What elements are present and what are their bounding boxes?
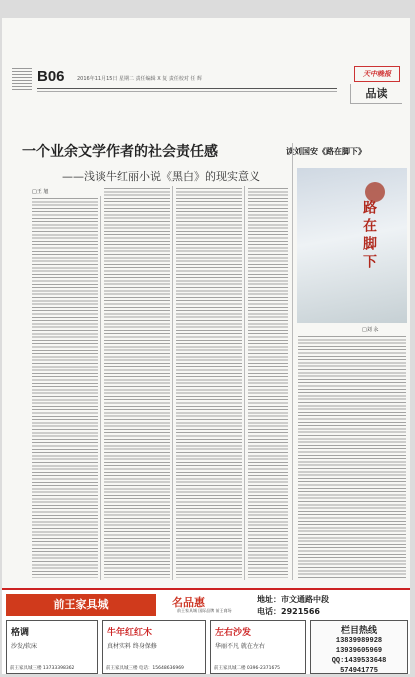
advertisement-block xyxy=(2,588,410,674)
newspaper-page xyxy=(2,18,410,674)
book-cover-title: 路在脚下 xyxy=(361,200,377,272)
page-number: B06 xyxy=(37,68,65,85)
hotline-number: 13839989928 xyxy=(335,637,383,645)
review-body xyxy=(298,336,406,578)
column-rule xyxy=(244,186,245,580)
article-subtitle: ——浅谈牛红丽小说《黑白》的现实意义 xyxy=(62,170,260,183)
article-column-3 xyxy=(176,188,242,578)
ad-phone: 电话：2921566 xyxy=(257,607,320,616)
column-rule xyxy=(172,186,173,580)
review-byline: □刘 永 xyxy=(362,327,379,333)
header-stripes xyxy=(12,68,32,90)
ad-box-foot: 前王家具城二楼 0396-2371675 xyxy=(214,666,281,671)
newspaper-logo: 天中晚报 xyxy=(354,66,400,82)
ad-contact xyxy=(257,594,329,618)
ad-box-zuoyou xyxy=(210,620,306,674)
article-column-2 xyxy=(104,188,170,578)
article-title: 一个业余文学作者的社会责任感 xyxy=(22,144,218,160)
article-column-4 xyxy=(248,188,288,578)
ad-box-gediao xyxy=(6,620,98,674)
book-cover-sun xyxy=(365,182,385,202)
article-byline: □王 旭 xyxy=(32,189,49,195)
ad-box-foot: 前王家具城三楼 13733398362 xyxy=(10,666,75,671)
column-rule xyxy=(292,143,293,580)
ad-box-foot: 前王家具城三楼 电话：15648636969 xyxy=(106,666,184,671)
hotline-title: 栏目热线 xyxy=(340,626,377,636)
hotline-qq: QQ:1439533648 xyxy=(331,657,387,665)
section-label: 品读 xyxy=(350,84,402,104)
ad-box-name: 牛年红红木 xyxy=(107,628,153,638)
ad-address: 地址：市文通路中段 xyxy=(257,595,329,604)
hotline-box xyxy=(310,620,408,674)
review-title: 读刘国安《路在脚下》 xyxy=(286,147,366,156)
ad-box-sub: 华丽不凡 就在左右 xyxy=(215,643,265,650)
column-rule xyxy=(100,196,101,580)
header-rule-thin xyxy=(37,91,337,92)
ad-box-sub: 真材实料 终身保修 xyxy=(107,643,157,650)
header-rule xyxy=(37,88,337,89)
ad-box-hongmu xyxy=(102,620,206,674)
ad-box-name: 左右沙发 xyxy=(215,628,252,638)
ad-brand: 名品惠 xyxy=(172,596,205,609)
ad-box-name: 格调 xyxy=(11,628,30,638)
hotline-number: 574941775 xyxy=(340,667,378,674)
article-column-1 xyxy=(32,198,98,578)
ad-banner-furniture-city: 前王家具城 xyxy=(6,594,156,616)
ad-box-sub: 沙发/软床 xyxy=(11,643,38,650)
header-meta: 2016年11月15日 星期二 责任编辑 X 复 责任校对 任 辉 xyxy=(77,76,203,82)
book-cover-photo xyxy=(297,168,407,323)
hotline-number: 13939605969 xyxy=(335,647,383,655)
ad-brand-sub: 前王家具城 国际品牌 前王商场 xyxy=(177,608,232,613)
